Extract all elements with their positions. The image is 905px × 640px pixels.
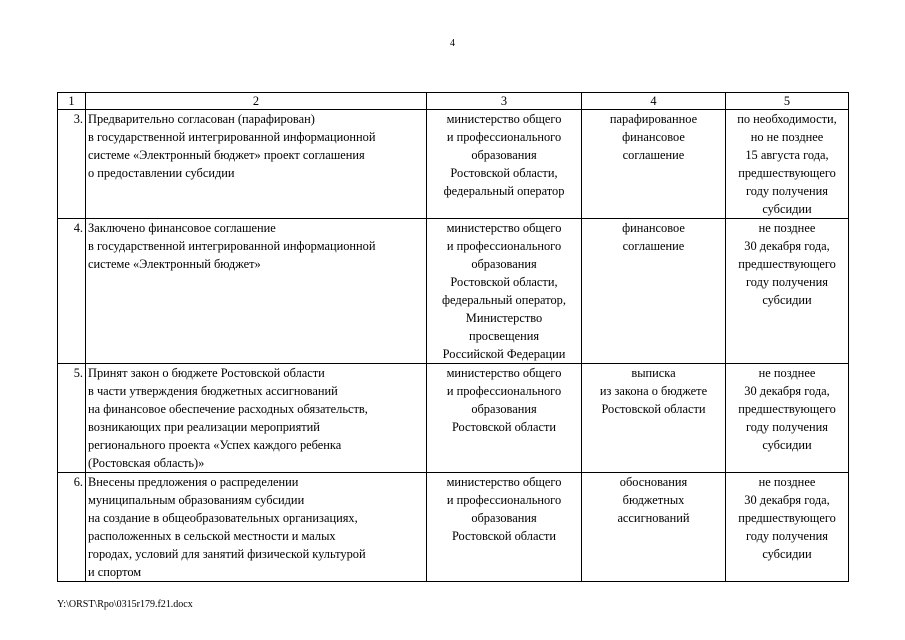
table-body [58,110,849,582]
cell-text-line: Ростовской области [451,529,557,543]
cell-text-line: Российской Федерации [442,347,566,361]
cell-text-line: году получения [746,275,828,289]
cell-text-line: субсидии [762,202,812,216]
cell-text-line: образования [471,257,537,271]
cell-text-line: предшествующего [738,511,836,525]
cell-text-line: федеральный оператор [443,184,565,198]
cell-text-line: министерство общего [446,221,562,235]
cell-text-line: возникающих при реализации мероприятий [88,420,320,434]
cell-text-line: парафированное [609,112,698,126]
cell-text-line: Заключено финансовое соглашение [88,221,276,235]
cell-text-line: финансовое [622,221,685,235]
table-row [58,364,849,473]
cell-text-line: выписка [631,366,676,380]
cell-text-line: системе «Электронный бюджет» проект соглашения [88,148,365,162]
document-cell [582,219,726,364]
cell-text-line: расположенных в сельской местности и малых [88,529,336,543]
header-cell-3: 3 [427,93,582,110]
cell-text-line: Министерство [465,311,543,325]
header-cell-1: 1 [58,93,86,110]
cell-text-line: 30 декабря года, [744,384,830,398]
cell-text-line: на создание в общеобразовательных организациях, [88,511,358,525]
responsible-cell [427,110,582,219]
cell-text-line: не позднее [758,366,816,380]
cell-text-line: 15 августа года, [745,148,829,162]
cell-text-line: 30 декабря года, [744,493,830,507]
cell-text-line: просвещения [468,329,540,343]
cell-text-line: федеральный оператор, [442,293,566,307]
cell-text-line: в части утверждения бюджетных ассигнований [88,384,338,398]
deadline-cell [726,364,849,473]
document-cell [582,364,726,473]
cell-text-line: о предоставлении субсидии [88,166,235,180]
description-cell [86,110,427,219]
description-cell [86,219,427,364]
cell-text-line: году получения [746,420,828,434]
cell-text-line: в государственной интегрированной информационной [88,239,376,253]
row-number-cell: 5. [58,364,86,473]
cell-text-line: и спортом [88,565,142,579]
header-cell-5: 5 [726,93,849,110]
responsible-cell [427,219,582,364]
cell-text-line: и профессионального [446,130,562,144]
cell-text-line: образования [471,402,537,416]
cell-text-line: Ростовской области, [450,275,558,289]
cell-text-line: предшествующего [738,166,836,180]
row-number-cell: 4. [58,219,86,364]
cell-text-line: министерство общего [446,112,562,126]
cell-text-line: системе «Электронный бюджет» [88,257,261,271]
cell-text-line: Принят закон о бюджете Ростовской области [88,366,325,380]
responsible-cell [427,364,582,473]
cell-text-line: министерство общего [446,475,562,489]
cell-text-line: Ростовской области, [450,166,558,180]
cell-text-line: Ростовской области [451,420,557,434]
cell-text-line: Ростовской области [601,402,706,416]
measures-table [57,92,849,582]
cell-text-line: соглашение [622,239,685,253]
row-number-cell: 3. [58,110,86,219]
deadline-cell [726,473,849,582]
cell-text-line: году получения [746,184,828,198]
cell-text-line: муниципальным образованиям субсидии [88,493,305,507]
row-number-cell: 6. [58,473,86,582]
cell-text-line: и профессионального [446,239,562,253]
cell-text-line: министерство общего [446,366,562,380]
cell-text-line: обоснования [619,475,688,489]
file-path-footer: Y:\ORST\Rpo\0315r179.f21.docx [57,599,193,610]
cell-text-line: предшествующего [738,257,836,271]
responsible-cell [427,473,582,582]
cell-text-line: не позднее [758,475,816,489]
cell-text-line: регионального проекта «Успех каждого ребенка [88,438,342,452]
cell-text-line: финансовое [622,130,685,144]
cell-text-line: ассигнований [617,511,690,525]
cell-text-line: образования [471,511,537,525]
table-row [58,110,849,219]
cell-text-line: предшествующего [738,402,836,416]
cell-text-line: 30 декабря года, [744,239,830,253]
cell-text-line: из закона о бюджете [599,384,708,398]
document-cell [582,110,726,219]
cell-text-line: Предварительно согласован (парафирован) [88,112,315,126]
description-cell [86,364,427,473]
cell-text-line: на финансовое обеспечение расходных обязательств, [88,402,368,416]
page-number: 4 [450,38,455,49]
header-cell-4: 4 [582,93,726,110]
cell-text-line: (Ростовская область)» [88,456,205,470]
table-row [58,473,849,582]
document-cell [582,473,726,582]
cell-text-line: в государственной интегрированной информационной [88,130,376,144]
cell-text-line: городах, условий для занятий физической культурой [88,547,366,561]
cell-text-line: соглашение [622,148,685,162]
cell-text-line: субсидии [762,547,812,561]
cell-text-line: субсидии [762,293,812,307]
header-cell-2: 2 [86,93,427,110]
cell-text-line: но не позднее [750,130,824,144]
table-row [58,219,849,364]
cell-text-line: году получения [746,529,828,543]
deadline-cell [726,110,849,219]
cell-text-line: субсидии [762,438,812,452]
cell-text-line: и профессионального [446,384,562,398]
cell-text-line: Внесены предложения о распределении [88,475,299,489]
cell-text-line: бюджетных [622,493,685,507]
cell-text-line: образования [471,148,537,162]
cell-text-line: не позднее [758,221,816,235]
cell-text-line: и профессионального [446,493,562,507]
description-cell [86,473,427,582]
deadline-cell [726,219,849,364]
cell-text-line: по необходимости, [737,112,837,126]
table-header-row [58,93,849,110]
